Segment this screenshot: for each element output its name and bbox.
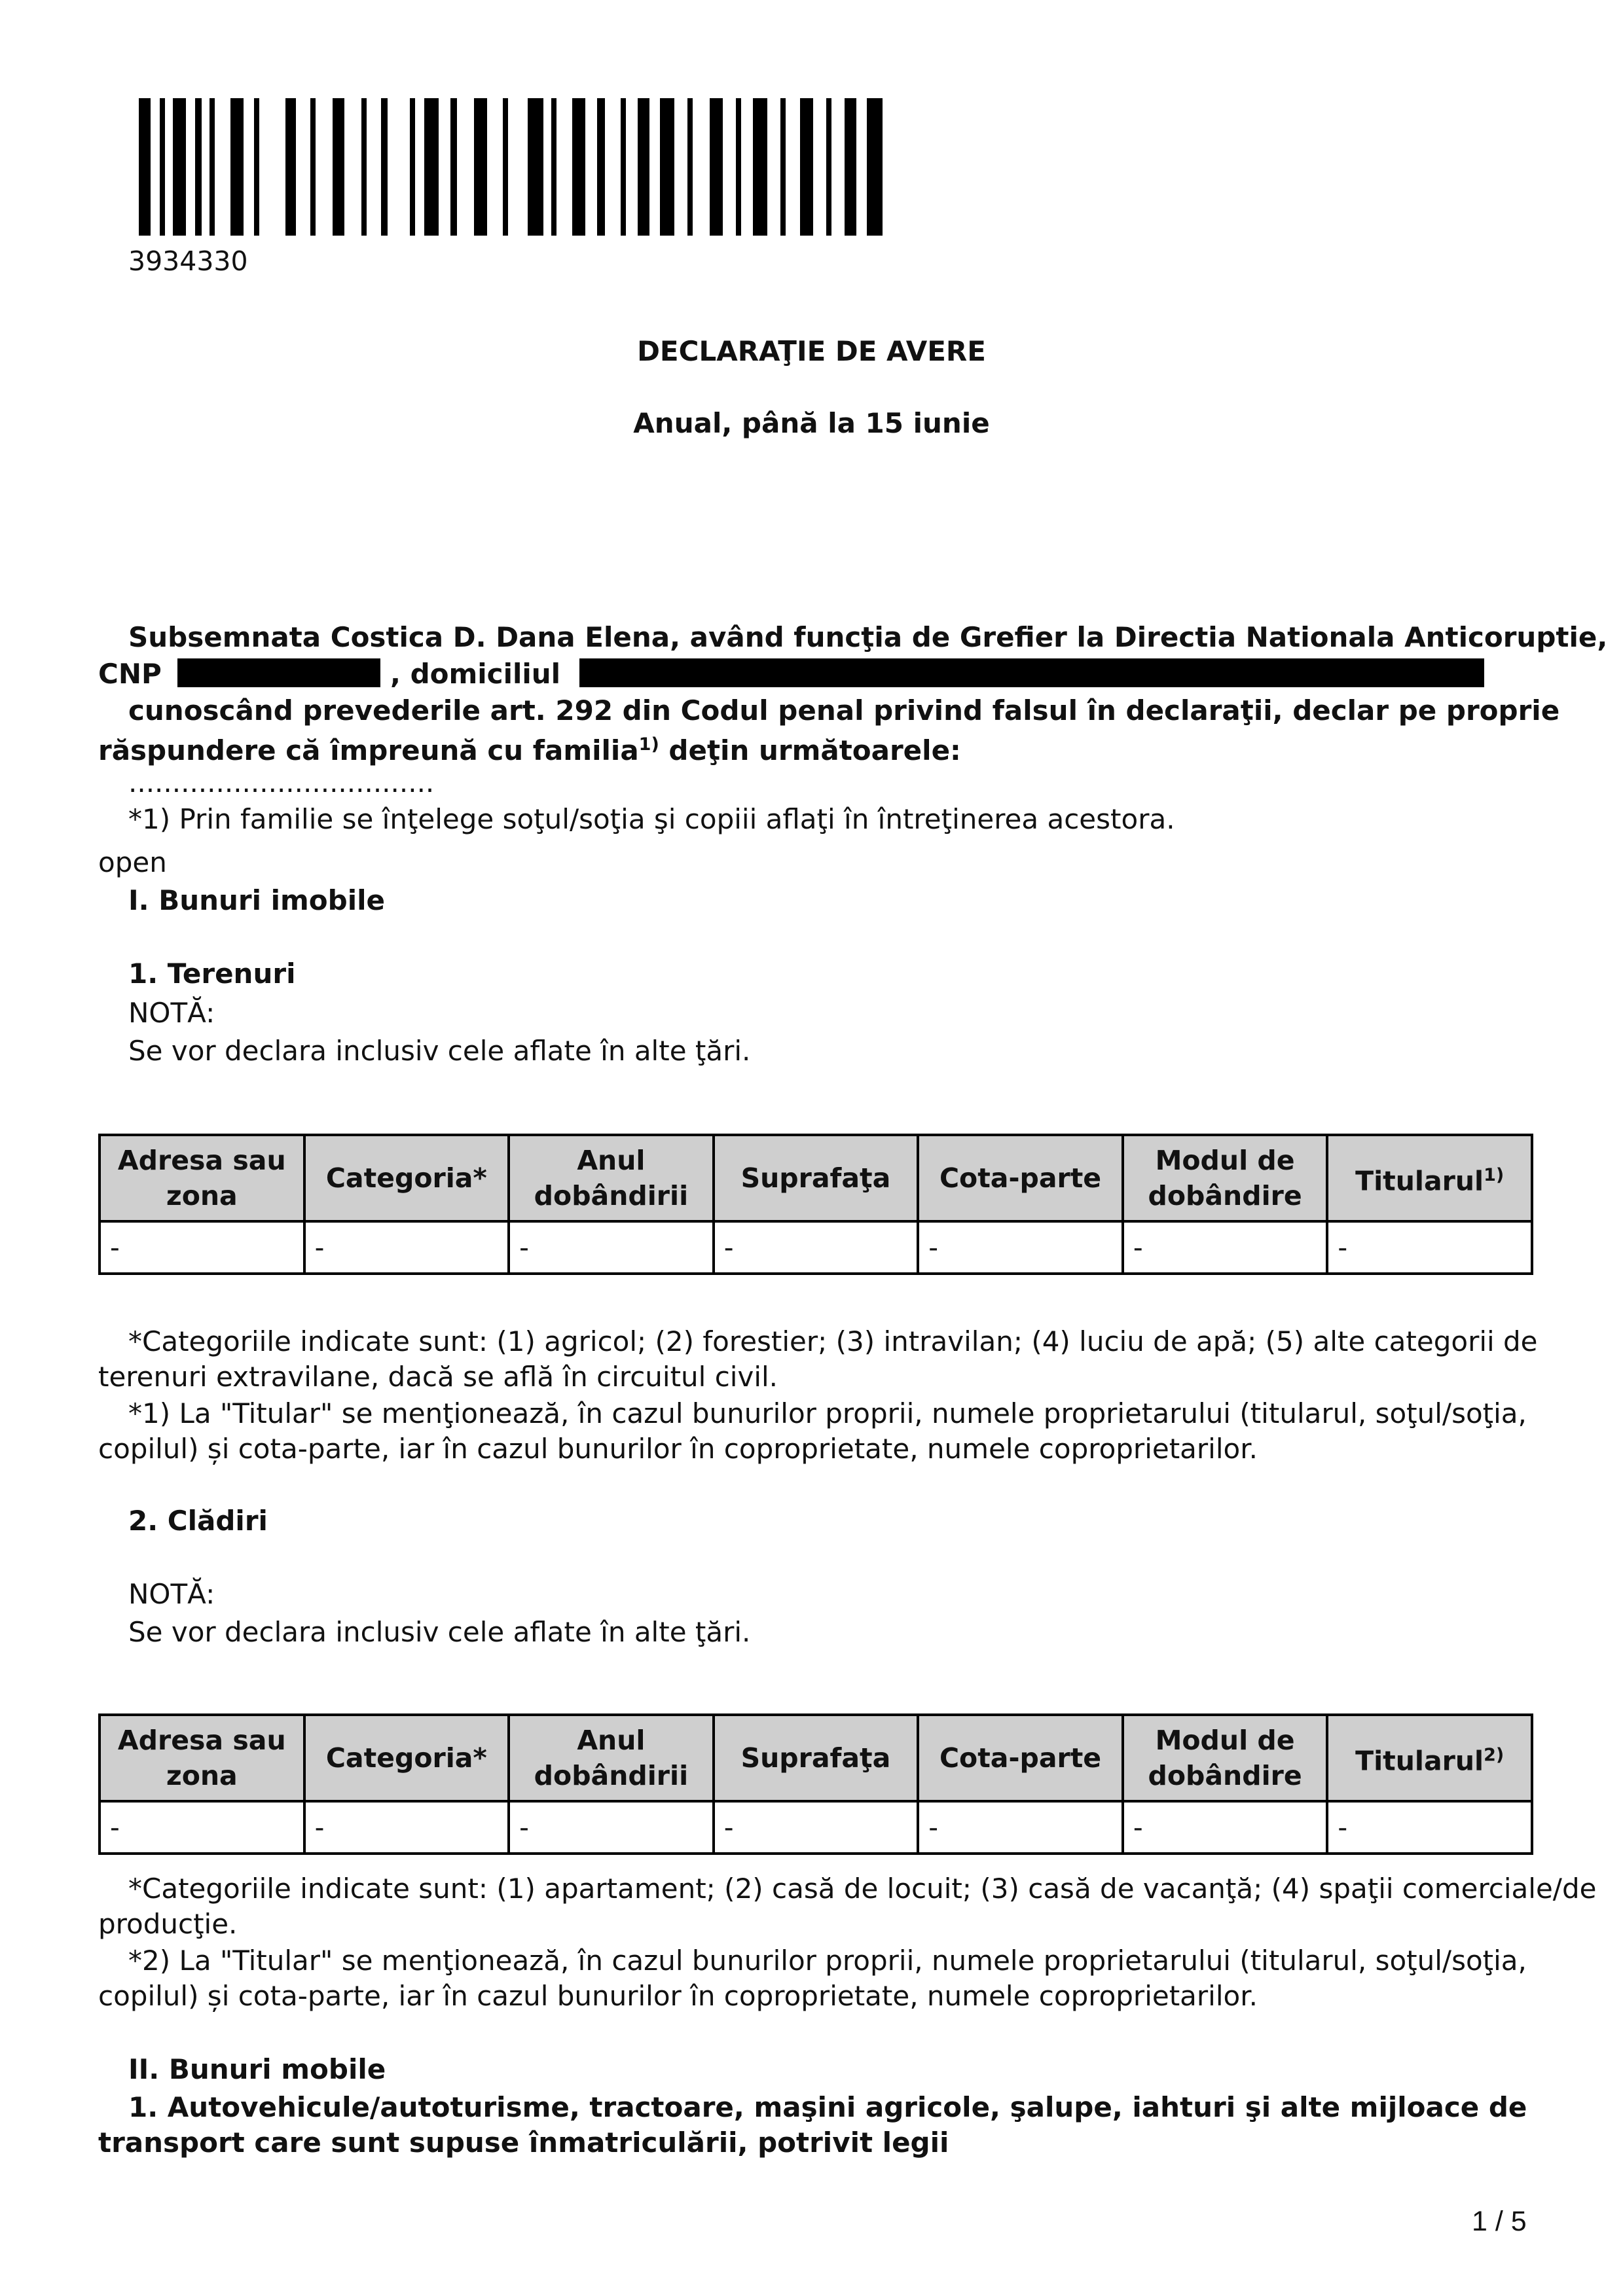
intro-line-4-end: deţin următoarele: [659, 734, 961, 766]
family-note: *1) Prin familie se înţelege soţul/soţia şi copiii aflaţi în întreţinerea acestora. [128, 803, 1175, 835]
column-header: Anul dobândirii [509, 1715, 714, 1801]
terenuri-table [98, 1134, 1533, 1275]
column-header: Modul de dobândire [1123, 1715, 1328, 1801]
document-subtitle: Anual, până la 15 iunie [633, 407, 990, 439]
table-row [100, 1221, 1532, 1274]
domiciliu-label: , domiciliul [390, 658, 561, 690]
open-text: open [98, 846, 167, 878]
column-header: Suprafaţa [714, 1135, 919, 1221]
column-header: Cota-parte [918, 1715, 1123, 1801]
terenuri-footnote-2b: copilul) și cota-parte, iar în cazul bunurilor în coproprietate, numele coproprietarilor. [98, 1433, 1258, 1465]
table-cell: - [1327, 1221, 1532, 1274]
table-cell: - [714, 1221, 919, 1274]
barcode-number: 3934330 [128, 245, 248, 277]
cnp-label: CNP [98, 658, 162, 690]
titular-label: Titularul [1355, 1745, 1484, 1777]
terenuri-footnote-1b: terenuri extravilane, dacă se află în circuitul civil. [98, 1361, 778, 1393]
column-header: Anul dobândirii [509, 1135, 714, 1221]
column-header-titular [1327, 1715, 1532, 1801]
footnote-marker: 2) [1484, 1744, 1504, 1765]
section-heading-mobile: II. Bunuri mobile [128, 2053, 386, 2085]
column-header-titular [1327, 1135, 1532, 1221]
cladiri-footnote-2a: *2) La "Titular" se menţionează, în cazul bunurilor proprii, numele proprietarului (titularul, soţul/soţia, [128, 1945, 1527, 1977]
table-cell: - [304, 1221, 509, 1274]
titular-label: Titularul [1355, 1165, 1484, 1197]
table-cell: - [918, 1801, 1123, 1854]
cladiri-table [98, 1713, 1533, 1855]
column-header: Modul de dobândire [1123, 1135, 1328, 1221]
redacted-address [579, 658, 1484, 687]
footnote-marker: 1) [1484, 1164, 1504, 1185]
table-cell: - [100, 1221, 304, 1274]
nota-text-cladiri: Se vor declara inclusiv cele aflate în alte ţări. [128, 1616, 751, 1648]
section-heading-imobile: I. Bunuri imobile [128, 884, 386, 916]
subsection-1-line-b: transport care sunt supuse înmatriculării, potrivit legii [98, 2126, 949, 2159]
table-cell: - [1327, 1801, 1532, 1854]
table-cell: - [918, 1221, 1123, 1274]
document-title: DECLARAŢIE DE AVERE [637, 335, 986, 367]
nota-text-terenuri: Se vor declara inclusiv cele aflate în alte ţări. [128, 1035, 751, 1067]
cladiri-footnote-1b: producţie. [98, 1908, 238, 1940]
column-header: Adresa sau zona [100, 1715, 304, 1801]
cladiri-footnote-2b: copilul) și cota-parte, iar în cazul bunurilor în coproprietate, numele coproprietarilor. [98, 1980, 1258, 2012]
table-header-row [100, 1135, 1532, 1221]
barcode [139, 98, 885, 236]
column-header: Suprafaţa [714, 1715, 919, 1801]
footnote-marker: 1) [638, 734, 659, 755]
nota-label-terenuri: NOTĂ: [128, 997, 215, 1029]
intro-line-4-text: răspundere că împreună cu familia [98, 734, 639, 766]
subsection-heading-cladiri: 2. Clădiri [128, 1505, 268, 1537]
column-header: Cota-parte [918, 1135, 1123, 1221]
table-cell: - [509, 1801, 714, 1854]
page-number: 1 / 5 [1472, 2206, 1527, 2237]
intro-line-1: Subsemnata Costica D. Dana Elena, având funcţia de Grefier la Directia Nationala Anticoruptie, [128, 621, 1608, 653]
table-cell: - [304, 1801, 509, 1854]
table-cell: - [509, 1221, 714, 1274]
intro-line-3: cunoscând prevederile art. 292 din Codul penal privind falsul în declaraţii, declar pe proprie [128, 694, 1560, 726]
terenuri-footnote-2a: *1) La "Titular" se menţionează, în cazul bunurilor proprii, numele proprietarului (titularul, soţul/soţia, [128, 1397, 1527, 1429]
table-cell: - [100, 1801, 304, 1854]
table-cell: - [714, 1801, 919, 1854]
column-header: Adresa sau zona [100, 1135, 304, 1221]
cladiri-footnote-1a: *Categoriile indicate sunt: (1) apartament; (2) casă de locuit; (3) casă de vacanţă; (4) spaţii comerciale/de [128, 1873, 1597, 1905]
table-cell: - [1123, 1221, 1328, 1274]
terenuri-footnote-1a: *Categoriile indicate sunt: (1) agricol; (2) forestier; (3) intravilan; (4) luciu de apă; (5) alte categorii de [128, 1325, 1538, 1357]
dots-line: ................................... [128, 766, 435, 798]
nota-label-cladiri: NOTĂ: [128, 1578, 215, 1610]
subsection-heading-terenuri: 1. Terenuri [128, 958, 296, 990]
table-row [100, 1801, 1532, 1854]
table-header-row [100, 1715, 1532, 1801]
subsection-1-line-a: 1. Autovehicule/autoturisme, tractoare, maşini agricole, şalupe, iahturi şi alte mijloace de [128, 2091, 1527, 2123]
redacted-cnp [177, 658, 380, 687]
intro-line-2 [98, 656, 1484, 692]
column-header: Categoria* [304, 1135, 509, 1221]
table-cell: - [1123, 1801, 1328, 1854]
column-header: Categoria* [304, 1715, 509, 1801]
intro-line-4 [98, 726, 961, 769]
